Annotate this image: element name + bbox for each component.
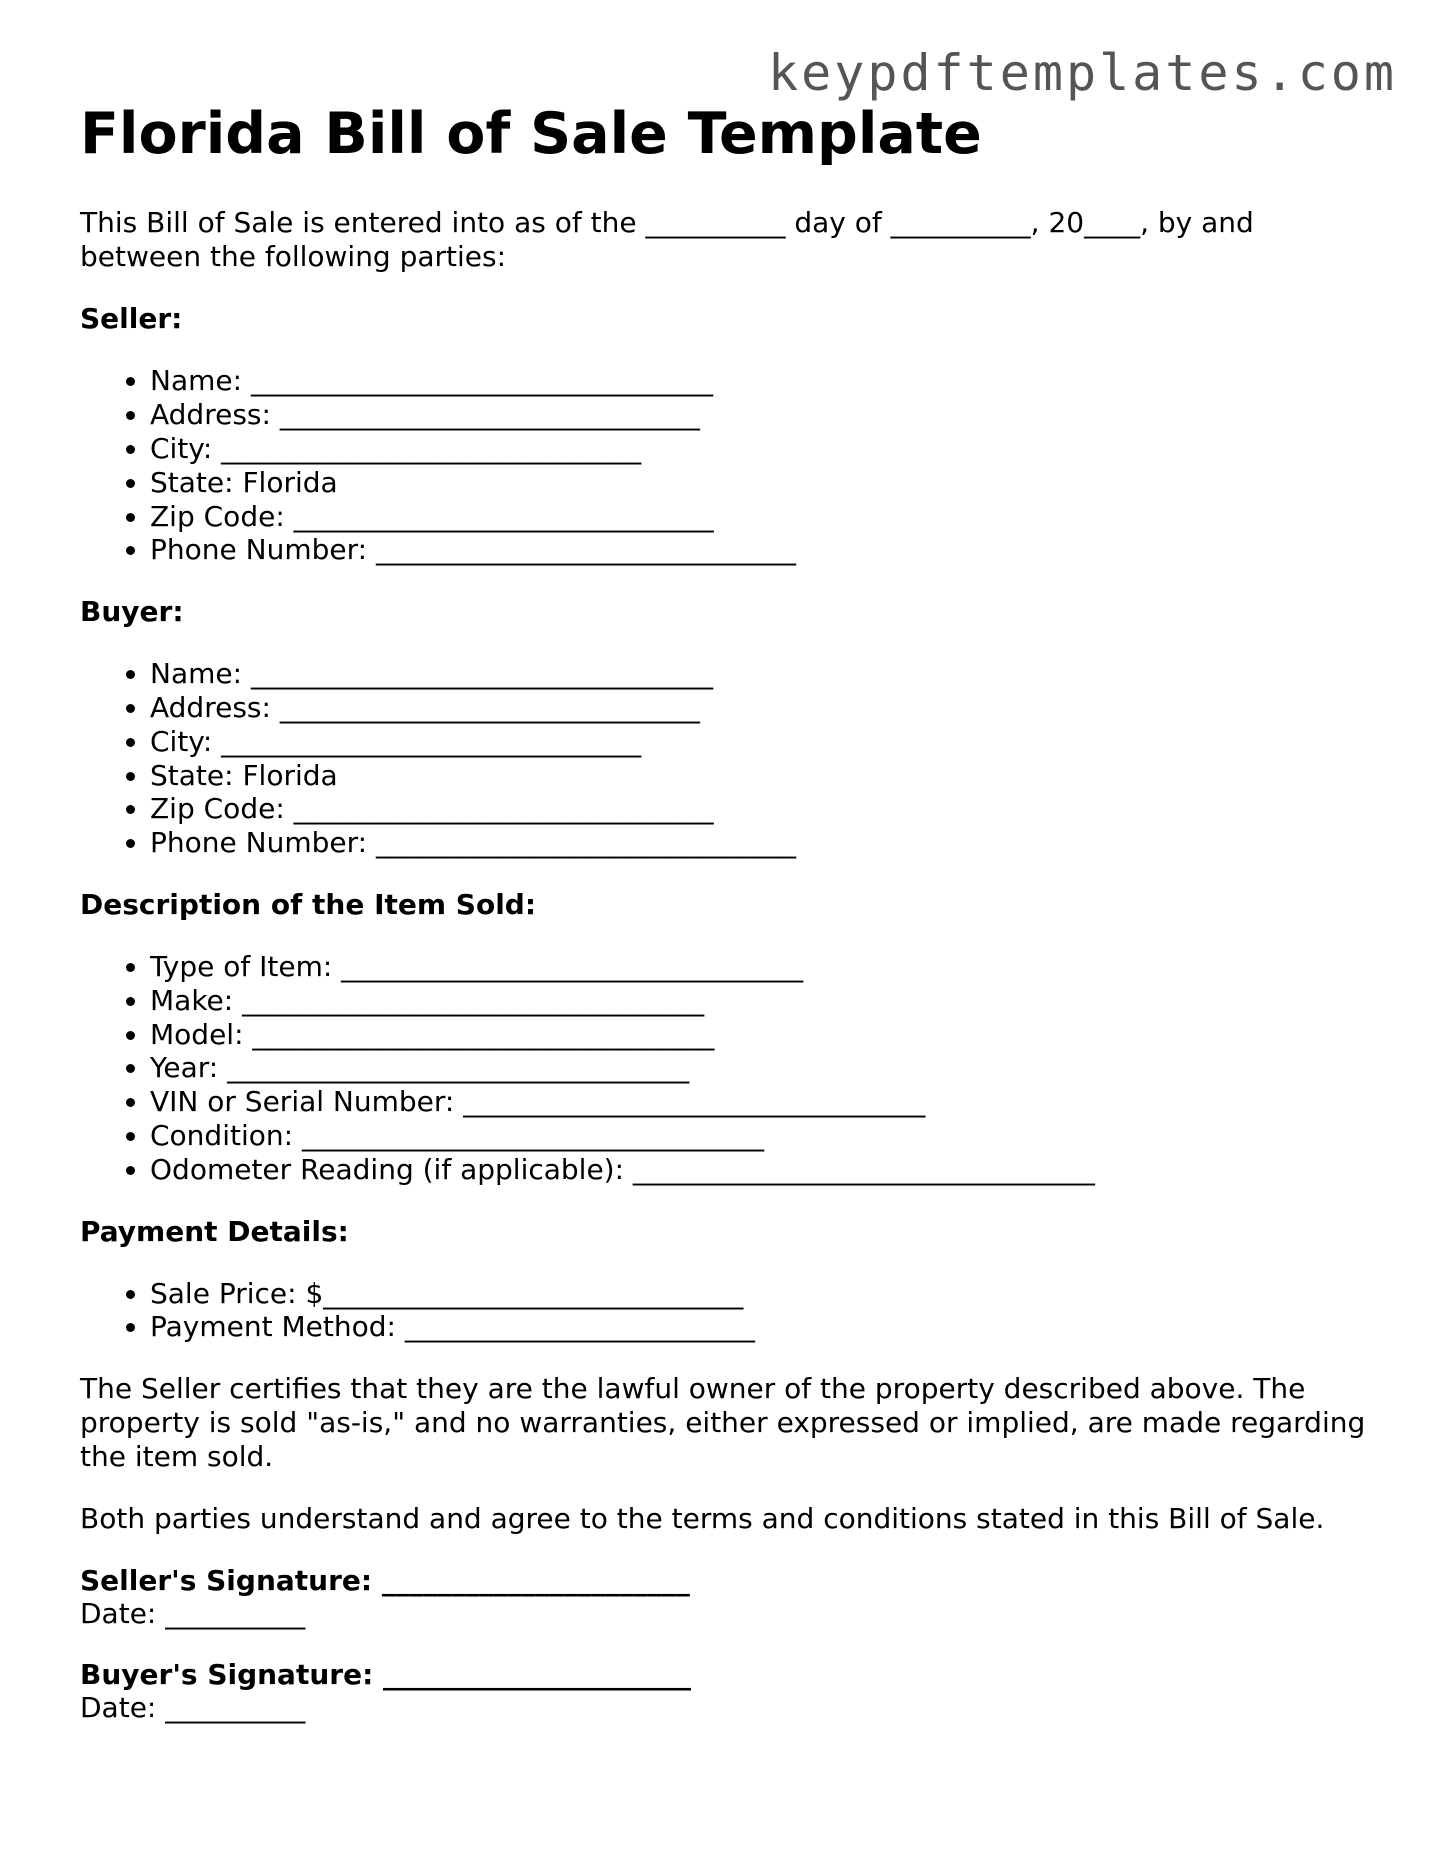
payment-method-field: • Payment Method: _________________________: [150, 1310, 1370, 1344]
seller-address-field: • Address: ______________________________: [150, 398, 1370, 432]
intro-paragraph: This Bill of Sale is entered into as of the __________ day of __________, 20____, by and between the following parties:: [80, 206, 1254, 274]
agreement-paragraph: Both parties understand and agree to the terms and conditions stated in this Bill of Sale.: [80, 1502, 1325, 1536]
buyer-signature-block: [80, 1658, 1370, 1724]
seller-phone-field: • Phone Number: ______________________________: [150, 533, 1370, 567]
buyer-state-field: • State: Florida: [150, 759, 1370, 793]
certification-paragraph: The Seller certifies that they are the lawful owner of the property described above. The property is sold "as-is," and no warranties, either expressed or implied, are made regarding the item sold.: [80, 1372, 1366, 1474]
payment-list: [80, 1277, 1370, 1345]
item-condition-field: • Condition: _________________________________: [150, 1119, 1370, 1153]
item-model-field: • Model: _________________________________: [150, 1018, 1370, 1052]
buyer-signature-line: Buyer's Signature: ______________________: [80, 1658, 692, 1692]
seller-zip-field: • Zip Code: ______________________________: [150, 500, 1370, 534]
item-make-field: • Make: _________________________________: [150, 984, 1370, 1018]
seller-signature-block: [80, 1564, 1370, 1630]
buyer-heading: Buyer:: [80, 595, 184, 629]
item-list: [80, 950, 1370, 1187]
item-odometer-field: • Odometer Reading (if applicable): _________________________________: [150, 1153, 1370, 1187]
seller-state-field: • State: Florida: [150, 466, 1370, 500]
page-title: Florida Bill of Sale Template: [80, 101, 982, 167]
seller-signature-line: Seller's Signature: ______________________: [80, 1564, 690, 1598]
item-type-field: • Type of Item: _________________________________: [150, 950, 1370, 984]
item-vin-field: • VIN or Serial Number: _________________________________: [150, 1085, 1370, 1119]
buyer-name-field: • Name: _________________________________: [150, 657, 1370, 691]
payment-price-field: • Sale Price: $______________________________: [150, 1277, 1370, 1311]
seller-date-line: Date: __________: [80, 1597, 306, 1631]
buyer-address-field: • Address: ______________________________: [150, 691, 1370, 725]
watermark: keypdftemplates.com: [768, 44, 1397, 102]
payment-heading: Payment Details:: [80, 1214, 349, 1248]
seller-list: [80, 364, 1370, 567]
item-year-field: • Year: _________________________________: [150, 1051, 1370, 1085]
buyer-date-line: Date: __________: [80, 1691, 306, 1725]
seller-city-field: • City: ______________________________: [150, 432, 1370, 466]
buyer-zip-field: • Zip Code: ______________________________: [150, 792, 1370, 826]
document-page: [80, 100, 1370, 1752]
buyer-city-field: • City: ______________________________: [150, 725, 1370, 759]
item-heading: Description of the Item Sold:: [80, 887, 537, 921]
buyer-phone-field: • Phone Number: ______________________________: [150, 826, 1370, 860]
buyer-list: [80, 657, 1370, 860]
seller-heading: Seller:: [80, 302, 183, 336]
seller-name-field: • Name: _________________________________: [150, 364, 1370, 398]
